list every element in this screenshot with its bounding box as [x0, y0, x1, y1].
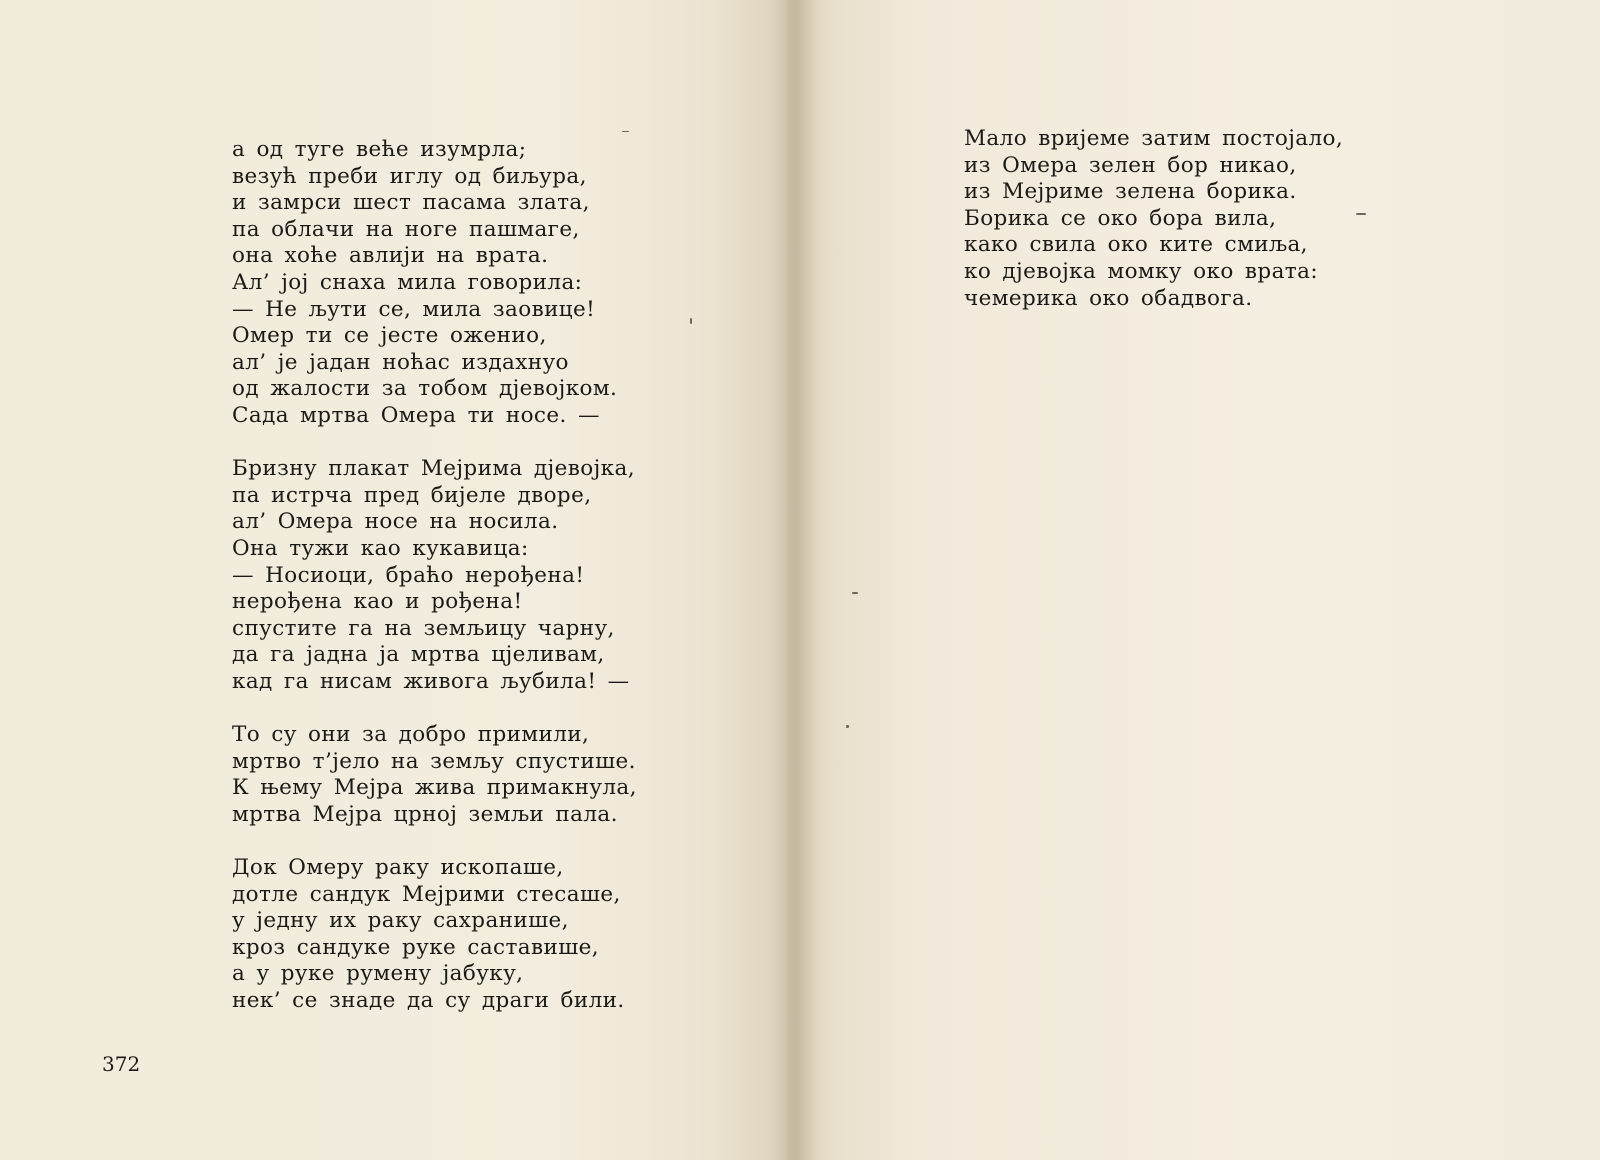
- verse-line: чемерика око обадвога.: [964, 285, 1253, 311]
- left-page-verse: [232, 137, 637, 1015]
- paper-speck: [846, 725, 849, 728]
- verse-line: од жалости за тобом дјевојком.: [232, 376, 618, 402]
- verse-line: ал’ је јадан ноћас издахнуо: [232, 349, 569, 375]
- verse-line: па истрча пред бијеле дворе,: [232, 482, 592, 508]
- verse-line: Омер ти се јесте оженио,: [232, 323, 547, 349]
- verse-line: Ал’ јој снаха мила говорила:: [232, 269, 583, 295]
- right-page: [788, 0, 1600, 1160]
- verse-line: како свила око ките смиља,: [964, 232, 1308, 258]
- verse-line: а од туге веће изумрла;: [232, 137, 527, 162]
- verse-line: То су они за добро примили,: [232, 722, 590, 748]
- verse-line: да га јадна ја мртва цјеливам,: [232, 642, 605, 668]
- paper-speck: [622, 131, 629, 132]
- paper-speck: [690, 318, 692, 324]
- verse-line: Она тужи као кукавица:: [232, 535, 529, 561]
- paper-speck: [1356, 213, 1366, 215]
- paper-speck: [852, 592, 858, 594]
- verse-line: нерођена као и рођена!: [232, 589, 523, 615]
- verse-line: ал’ Омера носе на носила.: [232, 509, 559, 535]
- verse-line: мртва Мејра црној земљи пала.: [232, 801, 618, 827]
- verse-line: из Мејриме зелена борика.: [964, 179, 1297, 205]
- verse-line: Сада мртва Омера ти носе. —: [232, 402, 600, 428]
- stanza-gap: [232, 828, 637, 855]
- verse-line: у једну их раку сахранише,: [232, 908, 569, 934]
- page-number: 372: [102, 1052, 141, 1076]
- verse-line: и замрси шест пасама злата,: [232, 190, 590, 216]
- verse-line: К њему Мејра жива примакнула,: [232, 775, 637, 801]
- verse-line: она хоће авлији на врата.: [232, 243, 549, 269]
- verse-line: из Омера зелен бор никао,: [964, 152, 1297, 178]
- verse-line: ко дјевојка момку око врата:: [964, 258, 1318, 284]
- verse-line: — Носиоци, браћо нерођена!: [232, 562, 585, 588]
- verse-line: Мало вријеме затим постојало,: [964, 126, 1344, 151]
- stanza-gap: [232, 695, 637, 722]
- book-gutter: [770, 0, 818, 1160]
- stanza-gap: [232, 430, 637, 457]
- verse-line: — Не љути се, мила заовице!: [232, 296, 596, 322]
- verse-line: кад га нисам живога љубила! —: [232, 668, 630, 694]
- verse-line: везућ преби иглу од биљура,: [232, 163, 587, 189]
- verse-line: Борика се око бора вила,: [964, 205, 1277, 231]
- verse-line: Бризну плакат Мејрима дјевојка,: [232, 456, 635, 482]
- right-page-verse: [964, 126, 1343, 312]
- verse-line: а у руке румену јабуку,: [232, 961, 524, 987]
- verse-line: нек’ се знаде да су драги били.: [232, 988, 625, 1013]
- verse-line: дотле сандук Мејрими стесаше,: [232, 881, 621, 907]
- verse-line: Док Омеру раку ископаше,: [232, 855, 564, 881]
- left-page: [0, 0, 788, 1160]
- verse-line: спустите га на земљицу чарну,: [232, 615, 615, 641]
- verse-line: кроз сандуке руке саставише,: [232, 934, 599, 960]
- verse-line: мртво т’јело на земљу спустише.: [232, 748, 636, 774]
- verse-line: па облачи на ноге пашмаге,: [232, 216, 580, 242]
